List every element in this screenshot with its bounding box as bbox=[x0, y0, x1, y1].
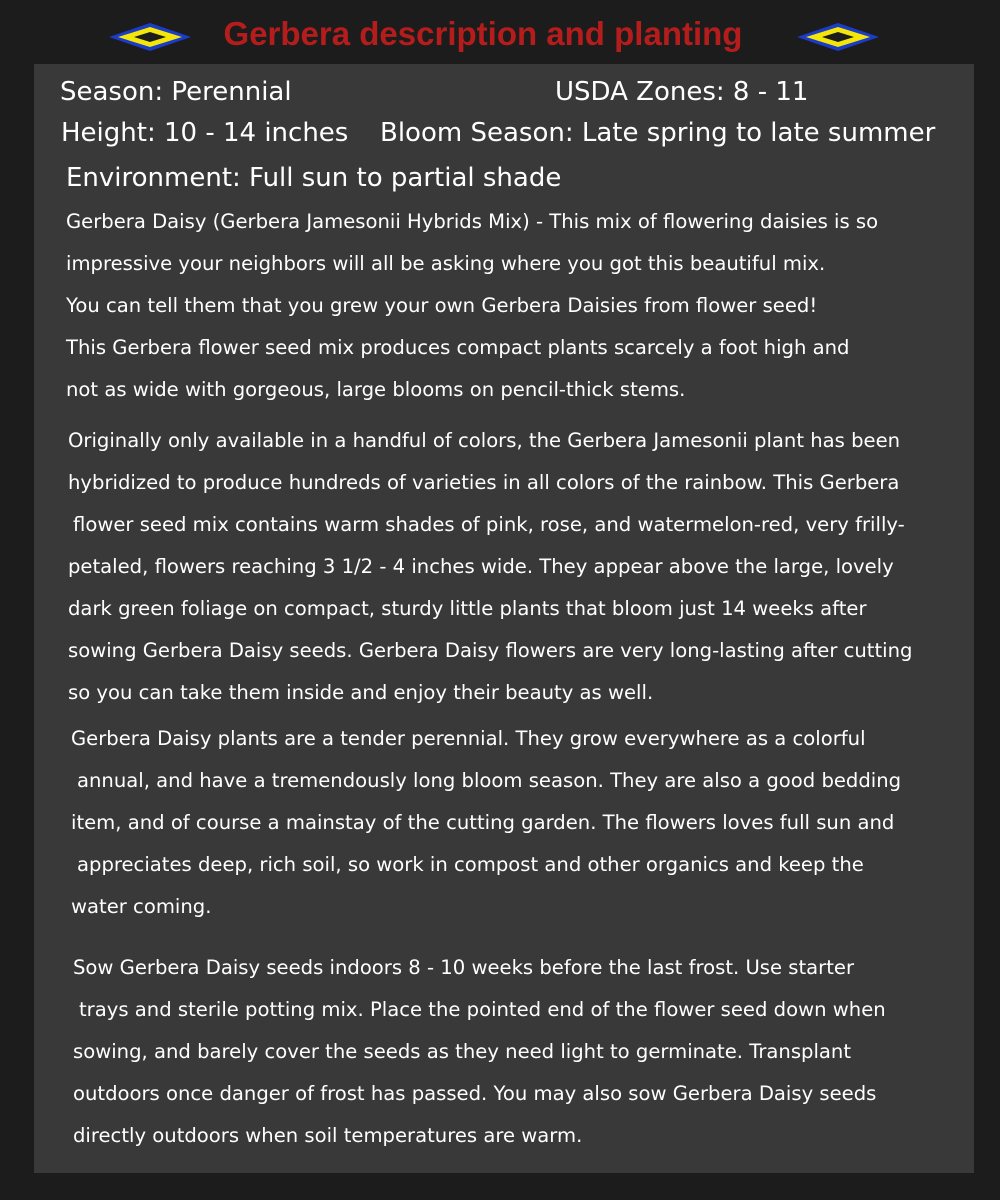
season-label: Season: Perennial bbox=[60, 77, 292, 107]
height-label: Height: 10 - 14 inches bbox=[61, 118, 349, 148]
paragraph-line: Gerbera Daisy plants are a tender perennial. They grow everywhere as a colorful bbox=[71, 727, 866, 750]
header bbox=[0, 0, 1000, 64]
paragraph-line: impressive your neighbors will all be asking where you got this beautiful mix. bbox=[66, 252, 826, 275]
paragraph-line: not as wide with gorgeous, large blooms on pencil-thick stems. bbox=[66, 378, 686, 401]
paragraph-line: item, and of course a mainstay of the cutting garden. The flowers loves full sun and bbox=[71, 811, 895, 834]
paragraph-line: dark green foliage on compact, sturdy little plants that bloom just 14 weeks after bbox=[68, 597, 867, 620]
paragraph-line: You can tell them that you grew your own Gerbera Daisies from flower seed! bbox=[66, 294, 818, 317]
paragraph-line: so you can take them inside and enjoy their beauty as well. bbox=[68, 681, 654, 704]
paragraph-line: appreciates deep, rich soil, so work in compost and other organics and keep the bbox=[77, 853, 864, 876]
environment-label: Environment: Full sun to partial shade bbox=[66, 163, 562, 193]
paragraph-line: hybridized to produce hundreds of varieties in all colors of the rainbow. This Gerbera bbox=[68, 471, 900, 494]
paragraph-line: directly outdoors when soil temperatures are warm. bbox=[73, 1124, 583, 1147]
page-title: Gerbera description and planting bbox=[223, 15, 743, 52]
paragraph-line: annual, and have a tremendously long bloom season. They are also a good bedding bbox=[77, 769, 902, 792]
paragraph-line: sowing Gerbera Daisy seeds. Gerbera Daisy flowers are very long-lasting after cutting bbox=[68, 639, 913, 662]
paragraph-line: Sow Gerbera Daisy seeds indoors 8 - 10 weeks before the last frost. Use starter bbox=[73, 956, 855, 979]
bloom-season-label: Bloom Season: Late spring to late summer bbox=[380, 118, 936, 148]
paragraph-line: petaled, flowers reaching 3 1/2 - 4 inches wide. They appear above the large, lovely bbox=[68, 555, 894, 578]
usda-zones-label: USDA Zones: 8 - 11 bbox=[555, 77, 809, 107]
paragraph-line: Originally only available in a handful of colors, the Gerbera Jamesonii plant has been bbox=[68, 429, 901, 452]
diamond-ornament-right-icon bbox=[796, 22, 880, 52]
paragraph-line: water coming. bbox=[71, 895, 212, 918]
paragraph-line: trays and sterile potting mix. Place the pointed end of the flower seed down when bbox=[79, 998, 886, 1021]
paragraph-line: flower seed mix contains warm shades of pink, rose, and watermelon-red, very frilly- bbox=[73, 513, 905, 536]
paragraph-line: sowing, and barely cover the seeds as they need light to germinate. Transplant bbox=[73, 1040, 852, 1063]
paragraph-line: This Gerbera flower seed mix produces compact plants scarcely a foot high and bbox=[66, 336, 850, 359]
content-panel bbox=[34, 64, 974, 1173]
paragraph-line: Gerbera Daisy (Gerbera Jamesonii Hybrids Mix) - This mix of flowering daisies is so bbox=[66, 210, 879, 233]
paragraph-line: outdoors once danger of frost has passed. You may also sow Gerbera Daisy seeds bbox=[73, 1082, 877, 1105]
